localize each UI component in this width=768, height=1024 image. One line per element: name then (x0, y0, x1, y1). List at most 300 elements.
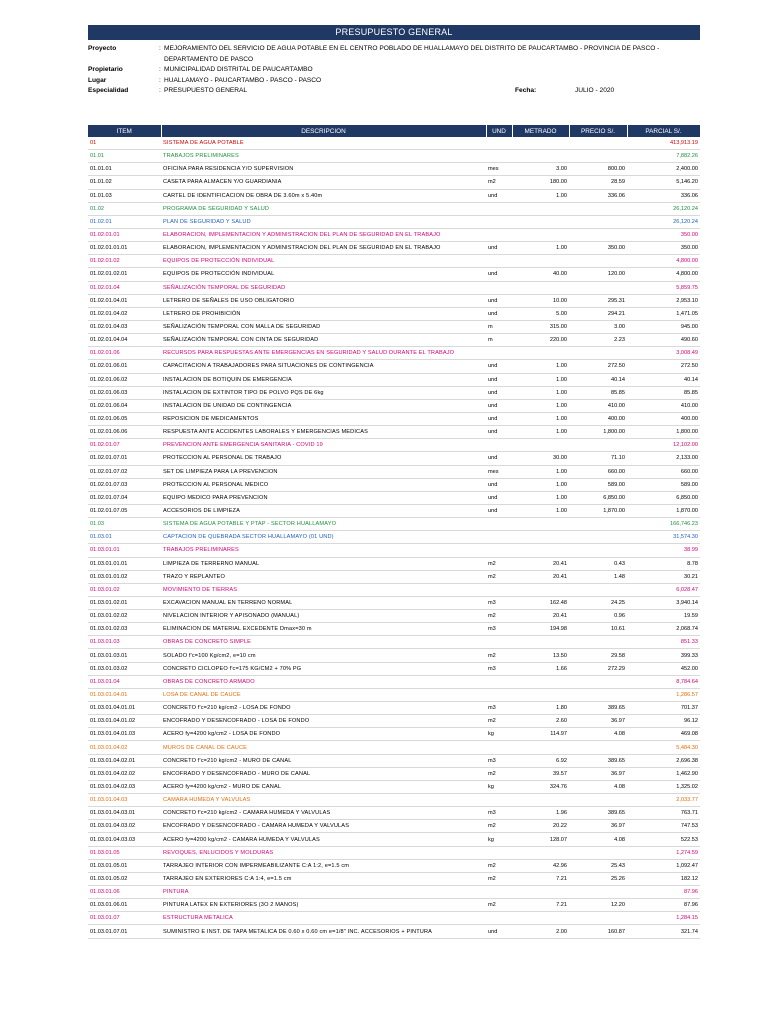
cell-description: ELIMINACION DE MATERIAL EXCEDENTE Dmax=30 m (161, 623, 486, 636)
table-row (88, 688, 700, 701)
cell-quantity (512, 912, 569, 925)
cell-unit: kg (486, 833, 512, 846)
cell-price: 389.65 (569, 754, 627, 767)
cell-quantity (512, 636, 569, 649)
cell-description: LETRERO DE PROHIBICIÓN (161, 307, 486, 320)
cell-unit (486, 741, 512, 754)
cell-quantity (512, 202, 569, 215)
cell-price (569, 688, 627, 701)
cell-partial: 1,462.90 (627, 767, 700, 780)
cell-quantity: 1.66 (512, 662, 569, 675)
cell-description: SEÑALIZACIÓN TEMPORAL CON CINTA DE SEGURIDAD (161, 334, 486, 347)
table-row (88, 741, 700, 754)
cell-price: 272.50 (569, 360, 627, 373)
cell-unit: m2 (486, 649, 512, 662)
cell-price: 29.58 (569, 649, 627, 662)
cell-item: 01.02.01.07.01 (88, 452, 161, 465)
cell-quantity (512, 255, 569, 268)
table-row (88, 925, 700, 938)
table-row (88, 702, 700, 715)
cell-quantity: 1.00 (512, 360, 569, 373)
cell-price (569, 228, 627, 241)
cell-price (569, 347, 627, 360)
cell-price: 120.00 (569, 268, 627, 281)
cell-unit: und (486, 268, 512, 281)
cell-item: 01.03.01.04.03.02 (88, 820, 161, 833)
cell-partial: 1,274.59 (627, 846, 700, 859)
cell-description: REPOSICION DE MEDICAMENTOS (161, 412, 486, 425)
table-row (88, 386, 700, 399)
cell-unit: m3 (486, 702, 512, 715)
place-value: HUALLAMAYO - PAUCARTAMBO - PASCO - PASCO (164, 76, 322, 84)
cell-price: 294.21 (569, 307, 627, 320)
cell-item: 01.03.01.04.01.01 (88, 702, 161, 715)
table-row (88, 347, 700, 360)
cell-quantity: 324.76 (512, 780, 569, 793)
cell-item: 01.03.01.04.01 (88, 688, 161, 701)
cell-quantity: 162.48 (512, 596, 569, 609)
cell-price (569, 518, 627, 531)
table-row (88, 767, 700, 780)
cell-description: ACERO fy=4200 kg/cm2 - CAMARA HUMEDA Y VALVULAS (161, 833, 486, 846)
table-row (88, 281, 700, 294)
cell-unit: m2 (486, 610, 512, 623)
table-row (88, 675, 700, 688)
cell-description: SOLADO f'c=100 Kg/cm2, e=10 cm (161, 649, 486, 662)
cell-item: 01.03.01.04.03.01 (88, 807, 161, 820)
cell-partial: 5,146.20 (627, 176, 700, 189)
cell-description: PINTURA (161, 886, 486, 899)
cell-price (569, 741, 627, 754)
cell-partial: 26,120.24 (627, 202, 700, 215)
cell-price: 589.00 (569, 478, 627, 491)
cell-item: 01.02.01.04.03 (88, 320, 161, 333)
cell-partial: 413,913.19 (627, 137, 700, 150)
cell-item: 01.02.01.06.03 (88, 386, 161, 399)
table-row (88, 807, 700, 820)
cell-unit (486, 347, 512, 360)
cell-description: INSTALACION DE UNIDAD DE CONTINGENCIA (161, 399, 486, 412)
cell-quantity (512, 215, 569, 228)
cell-quantity: 20.41 (512, 570, 569, 583)
cell-item: 01.02.01.04 (88, 281, 161, 294)
cell-item: 01.03.01.04.03 (88, 794, 161, 807)
cell-partial: 399.33 (627, 649, 700, 662)
table-row (88, 794, 700, 807)
cell-partial: 6,028.47 (627, 583, 700, 596)
table-row (88, 557, 700, 570)
cell-quantity: 1.00 (512, 491, 569, 504)
cell-price: 36.97 (569, 767, 627, 780)
cell-partial: 350.00 (627, 228, 700, 241)
cell-item: 01.03.01.04.01.03 (88, 728, 161, 741)
cell-price: 4.08 (569, 833, 627, 846)
cell-quantity (512, 886, 569, 899)
cell-unit: und (486, 189, 512, 202)
cell-item: 01.03.01.04.02.02 (88, 767, 161, 780)
cell-description: RECURSOS PARA RESPUESTAS ANTE EMERGENCIAS EN SEGURIDAD Y SALUD DURANTE EL TRABAJO (161, 347, 486, 360)
table-row (88, 531, 700, 544)
table-row (88, 176, 700, 189)
cell-price (569, 794, 627, 807)
cell-price (569, 675, 627, 688)
cell-description: OFICINA PARA RESIDENCIA Y/O SUPERVISION (161, 163, 486, 176)
cell-quantity (512, 688, 569, 701)
cell-item: 01.03.01.02 (88, 583, 161, 596)
cell-quantity: 1.00 (512, 399, 569, 412)
cell-unit: m2 (486, 899, 512, 912)
cell-price (569, 202, 627, 215)
cell-unit: und (486, 491, 512, 504)
cell-item: 01.02.01.01.01 (88, 242, 161, 255)
cell-item: 01.02.01.06.06 (88, 426, 161, 439)
budget-table (88, 125, 701, 939)
cell-price (569, 912, 627, 925)
cell-unit: m3 (486, 807, 512, 820)
cell-partial: 2,400.00 (627, 163, 700, 176)
cell-unit (486, 544, 512, 557)
cell-partial: 1,870.00 (627, 504, 700, 517)
cell-item: 01.03 (88, 518, 161, 531)
cell-unit: m2 (486, 557, 512, 570)
cell-unit (486, 675, 512, 688)
cell-unit: kg (486, 780, 512, 793)
cell-item: 01.02.01.07.05 (88, 504, 161, 517)
cell-unit (486, 583, 512, 596)
cell-unit (486, 846, 512, 859)
cell-item: 01.03.01.01.01 (88, 557, 161, 570)
cell-partial: 851.33 (627, 636, 700, 649)
cell-price (569, 215, 627, 228)
cell-price: 28.59 (569, 176, 627, 189)
cell-quantity: 220.00 (512, 334, 569, 347)
cell-unit (486, 281, 512, 294)
cell-quantity: 114.97 (512, 728, 569, 741)
cell-partial: 4,800.00 (627, 268, 700, 281)
owner-label: Propietario (88, 66, 123, 73)
cell-partial: 589.00 (627, 478, 700, 491)
table-row (88, 518, 700, 531)
cell-quantity: 194.98 (512, 623, 569, 636)
cell-quantity (512, 150, 569, 163)
place-row (88, 76, 700, 87)
cell-unit (486, 137, 512, 150)
cell-price: 1,870.00 (569, 504, 627, 517)
cell-description: INSTALACION DE EXTINTOR TIPO DE POLVO PQS DE 6kg (161, 386, 486, 399)
table-row (88, 215, 700, 228)
cell-description: PROTECCION AL PERSONAL MEDICO (161, 478, 486, 491)
cell-item: 01.03.01.05 (88, 846, 161, 859)
cell-price: 800.00 (569, 163, 627, 176)
cell-description: OBRAS DE CONCRETO SIMPLE (161, 636, 486, 649)
cell-item: 01.03.01.04.01.02 (88, 715, 161, 728)
table-row (88, 912, 700, 925)
cell-price: 389.65 (569, 702, 627, 715)
cell-item: 01.03.01.02.03 (88, 623, 161, 636)
cell-unit (486, 518, 512, 531)
cell-partial: 6,850.00 (627, 491, 700, 504)
table-row (88, 649, 700, 662)
cell-unit: und (486, 242, 512, 255)
cell-partial: 1,800.00 (627, 426, 700, 439)
cell-quantity (512, 741, 569, 754)
table-row (88, 754, 700, 767)
cell-quantity: 1.00 (512, 242, 569, 255)
cell-description: TARRAJEO EN EXTERIORES C:A 1:4, e=1.5 cm (161, 872, 486, 885)
cell-description: CASETA PARA ALMACEN Y/O GUARDIANIA (161, 176, 486, 189)
cell-price: 2.23 (569, 334, 627, 347)
specialty-value: PRESUPUESTO GENERAL (164, 87, 248, 94)
table-row (88, 544, 700, 557)
cell-price: 24.25 (569, 596, 627, 609)
cell-unit: mes (486, 163, 512, 176)
cell-quantity: 3.00 (512, 163, 569, 176)
cell-unit (486, 150, 512, 163)
cell-partial: 8,784.64 (627, 675, 700, 688)
specialty-label: Especialidad (88, 87, 129, 94)
cell-price (569, 583, 627, 596)
table-row (88, 268, 700, 281)
cell-unit: und (486, 294, 512, 307)
cell-quantity: 1.00 (512, 373, 569, 386)
cell-description: INSTALACION DE BOTIQUIN DE EMERGENCIA (161, 373, 486, 386)
cell-description: PROTECCION AL PERSONAL DE TRABAJO (161, 452, 486, 465)
cell-item: 01.03.01.03 (88, 636, 161, 649)
header-description: DESCRIPCION (161, 125, 486, 137)
table-row (88, 189, 700, 202)
cell-unit: m3 (486, 596, 512, 609)
cell-description: CONCRETO CICLOPEO f'c=175 KG/CM2 + 70% PG (161, 662, 486, 675)
cell-description: RESPUESTA ANTE ACCIDENTES LABORALES Y EMERGENCIAS MEDICAS (161, 426, 486, 439)
project-value: MEJORAMIENTO DEL SERVICIO DE AGUA POTABLE EN EL CENTRO POBLADO DE HUALLAMAYO DEL DISTRITO DE PAUCARTAMBO - PROVINCIA DE PASCO - DEPARTAMENTO DE PASCO (164, 45, 660, 63)
cell-quantity: 6.92 (512, 754, 569, 767)
cell-quantity: 1.00 (512, 504, 569, 517)
cell-quantity (512, 137, 569, 150)
cell-price: 36.97 (569, 715, 627, 728)
cell-partial: 38.99 (627, 544, 700, 557)
cell-description: TRABAJOS PRELIMINARES (161, 150, 486, 163)
cell-unit: und (486, 399, 512, 412)
table-row (88, 439, 700, 452)
table-row (88, 294, 700, 307)
table-row (88, 715, 700, 728)
cell-partial: 1,092.47 (627, 859, 700, 872)
cell-partial: 30.21 (627, 570, 700, 583)
cell-partial: 5,484.30 (627, 741, 700, 754)
project-row (88, 44, 700, 65)
cell-quantity: 10.00 (512, 294, 569, 307)
cell-quantity: 1.00 (512, 189, 569, 202)
cell-partial: 4,800.00 (627, 255, 700, 268)
cell-price (569, 439, 627, 452)
cell-description: PINTURA LATEX EN EXTERIORES (3O 2 MANOS) (161, 899, 486, 912)
cell-quantity: 7.21 (512, 872, 569, 885)
cell-quantity: 13.50 (512, 649, 569, 662)
cell-partial: 87.96 (627, 886, 700, 899)
cell-price: 0.43 (569, 557, 627, 570)
cell-unit: und (486, 452, 512, 465)
cell-unit (486, 886, 512, 899)
cell-price: 12.20 (569, 899, 627, 912)
cell-description: PLAN DE SEGURIDAD Y SALUD (161, 215, 486, 228)
cell-quantity: 1.00 (512, 478, 569, 491)
date-label: Fecha: (515, 87, 537, 94)
header-unit: UND (486, 125, 512, 137)
table-row (88, 872, 700, 885)
cell-partial: 87.96 (627, 899, 700, 912)
cell-quantity: 30.00 (512, 452, 569, 465)
cell-price: 40.14 (569, 373, 627, 386)
cell-quantity: 5.00 (512, 307, 569, 320)
table-row (88, 846, 700, 859)
cell-description: MOVIMIENTO DE TIERRAS (161, 583, 486, 596)
cell-item: 01.02.01.02 (88, 255, 161, 268)
table-row (88, 478, 700, 491)
cell-item: 01.03.01.03.01 (88, 649, 161, 662)
cell-description: CAPACITACION A TRABAJADORES PARA SITUACIONES DE CONTINGENCIA (161, 360, 486, 373)
cell-price (569, 544, 627, 557)
cell-price: 85.85 (569, 386, 627, 399)
cell-item: 01.02.01.04.02 (88, 307, 161, 320)
cell-unit (486, 215, 512, 228)
table-row (88, 137, 700, 150)
cell-description: CONCRETO f'c=210 kg/cm2 - CAMARA HUMEDA Y VALVULAS (161, 807, 486, 820)
cell-price (569, 255, 627, 268)
cell-item: 01.01.03 (88, 189, 161, 202)
cell-description: PROGRAMA DE SEGURIDAD Y SALUD (161, 202, 486, 215)
cell-item: 01.03.01.01.02 (88, 570, 161, 583)
cell-unit: m2 (486, 859, 512, 872)
cell-quantity: 2.60 (512, 715, 569, 728)
cell-item: 01.02.01.06.04 (88, 399, 161, 412)
cell-quantity (512, 544, 569, 557)
cell-quantity: 1.00 (512, 465, 569, 478)
cell-item: 01.03.01.05.02 (88, 872, 161, 885)
cell-price: 4.08 (569, 728, 627, 741)
cell-description: ELABORACION, IMPLEMENTACION Y ADMINISTRACION DEL PLAN DE SEGURIDAD EN EL TRABAJO (161, 228, 486, 241)
cell-price: 389.65 (569, 807, 627, 820)
table-row (88, 583, 700, 596)
cell-description: SUMINISTRO E INST. DE TAPA METALICA DE 0.60 x 0.60 cm e=1/8" INC. ACCESORIOS + PINTURA (161, 925, 486, 938)
cell-quantity (512, 583, 569, 596)
table-row (88, 610, 700, 623)
cell-description: ESTRUCTURA METALICA (161, 912, 486, 925)
cell-quantity (512, 228, 569, 241)
cell-price: 6,850.00 (569, 491, 627, 504)
cell-quantity: 20.22 (512, 820, 569, 833)
cell-partial: 452.00 (627, 662, 700, 675)
table-row (88, 623, 700, 636)
cell-quantity (512, 531, 569, 544)
cell-quantity: 2.00 (512, 925, 569, 938)
cell-unit: m (486, 334, 512, 347)
cell-description: EQUIPO MEDICO PARA PREVENCION (161, 491, 486, 504)
cell-price (569, 281, 627, 294)
cell-item: 01.02.01.07.02 (88, 465, 161, 478)
cell-quantity: 42.96 (512, 859, 569, 872)
cell-item: 01.02.01.07.04 (88, 491, 161, 504)
colon: : (159, 45, 161, 52)
cell-item: 01.02.01.04.04 (88, 334, 161, 347)
cell-unit: m3 (486, 754, 512, 767)
cell-item: 01.02.01 (88, 215, 161, 228)
cell-description: CAPTACION DE QUEBRADA SECTOR HUALLAMAYO (01 UND) (161, 531, 486, 544)
table-row (88, 833, 700, 846)
cell-description: REVOQUES, ENLUCIDOS Y MOLDURAS (161, 846, 486, 859)
cell-item: 01.03.01.04.02 (88, 741, 161, 754)
table-row (88, 596, 700, 609)
cell-price: 660.00 (569, 465, 627, 478)
cell-partial: 85.85 (627, 386, 700, 399)
cell-unit: und (486, 412, 512, 425)
cell-description: ACCESORIOS DE LIMPIEZA (161, 504, 486, 517)
colon: : (159, 76, 161, 84)
cell-partial: 2,033.77 (627, 794, 700, 807)
cell-partial: 96.12 (627, 715, 700, 728)
cell-item: 01 (88, 137, 161, 150)
cell-partial: 5,859.75 (627, 281, 700, 294)
cell-price (569, 531, 627, 544)
table-row (88, 491, 700, 504)
page-title: PRESUPUESTO GENERAL (88, 25, 700, 40)
table-row (88, 373, 700, 386)
cell-unit: und (486, 504, 512, 517)
place-label: Lugar (88, 76, 107, 84)
cell-quantity: 20.41 (512, 610, 569, 623)
cell-item: 01.02.01.06.01 (88, 360, 161, 373)
cell-price: 10.61 (569, 623, 627, 636)
cell-unit: m (486, 320, 512, 333)
table-row (88, 412, 700, 425)
cell-price: 336.06 (569, 189, 627, 202)
cell-item: 01.02.01.06 (88, 347, 161, 360)
table-row (88, 465, 700, 478)
table-row (88, 228, 700, 241)
cell-partial: 26,120.24 (627, 215, 700, 228)
cell-description: ELABORACION, IMPLEMENTACION Y ADMINISTRACION DEL PLAN DE SEGURIDAD EN EL TRABAJO (161, 242, 486, 255)
owner-value: MUNICIPALIDAD DISTRITAL DE PAUCARTAMBO (164, 66, 313, 73)
cell-partial: 1,286.57 (627, 688, 700, 701)
cell-description: EQUIPOS DE PROTECCIÓN INDIVIDUAL (161, 268, 486, 281)
cell-unit: und (486, 478, 512, 491)
table-row (88, 728, 700, 741)
header-partial: PARCIAL S/. (627, 125, 700, 137)
cell-item: 01.03.01.07 (88, 912, 161, 925)
table-row (88, 504, 700, 517)
cell-unit: und (486, 360, 512, 373)
cell-item: 01.03.01 (88, 531, 161, 544)
date-value: JULIO - 2020 (575, 87, 615, 94)
table-row (88, 360, 700, 373)
cell-quantity (512, 846, 569, 859)
cell-unit: m3 (486, 662, 512, 675)
table-row (88, 163, 700, 176)
cell-partial: 490.60 (627, 334, 700, 347)
cell-price: 0.96 (569, 610, 627, 623)
cell-unit: und (486, 386, 512, 399)
cell-unit: und (486, 307, 512, 320)
cell-partial: 3,940.14 (627, 596, 700, 609)
cell-item: 01.01 (88, 150, 161, 163)
cell-price: 4.08 (569, 780, 627, 793)
cell-partial: 3,008.49 (627, 347, 700, 360)
header-price: PRECIO S/. (569, 125, 627, 137)
cell-item: 01.02.01.06.02 (88, 373, 161, 386)
cell-partial: 12,102.00 (627, 439, 700, 452)
table-row (88, 334, 700, 347)
cell-partial: 1,284.15 (627, 912, 700, 925)
cell-item: 01.03.01.06 (88, 886, 161, 899)
